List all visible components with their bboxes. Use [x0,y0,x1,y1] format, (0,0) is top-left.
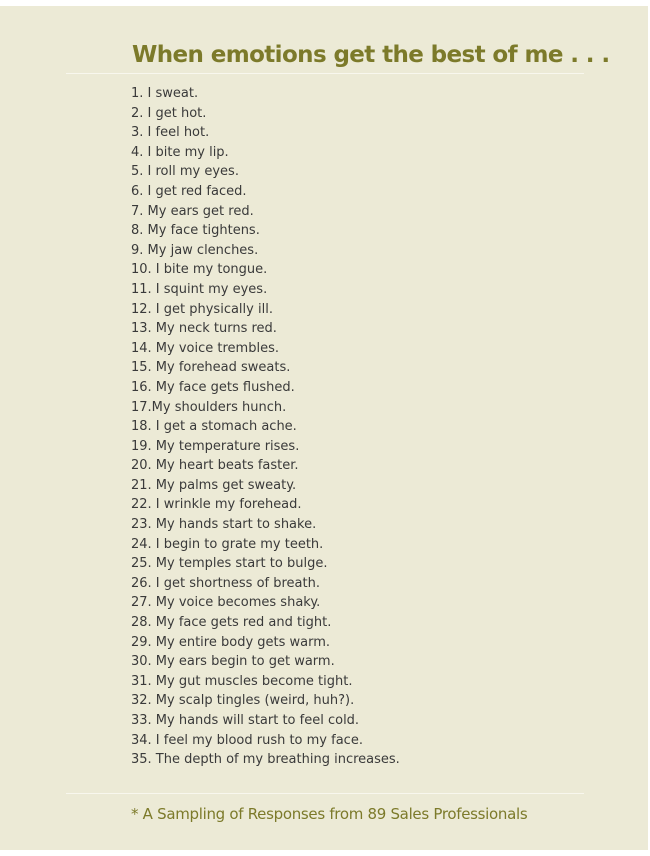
list-item: 19. My temperature rises. [131,438,300,454]
list-item: 4. I bite my lip. [131,144,229,160]
list-item: 31. My gut muscles become tight. [131,673,353,689]
list-item: 23. My hands start to shake. [131,517,317,533]
list-item: 15. My forehead sweats. [131,360,291,376]
list-item: 9. My jaw clenches. [131,242,259,258]
top-divider [66,73,584,74]
page-title: When emotions get the best of me . . . [132,42,610,68]
list-item: 17.My shoulders hunch. [131,399,287,415]
list-item: 21. My palms get sweaty. [131,477,297,493]
list-item: 28. My face gets red and tight. [131,615,332,631]
list-item: 29. My entire body gets warm. [131,634,331,650]
list-item: 27. My voice becomes shaky. [131,595,321,611]
list-item: 34. I feel my blood rush to my face. [131,732,363,748]
list-item: 6. I get red faced. [131,183,247,199]
list-item: 20. My heart beats faster. [131,458,299,474]
bottom-divider [66,793,584,794]
list-item: 30. My ears begin to get warm. [131,654,335,670]
list-item: 35. The depth of my breathing increases. [131,752,400,768]
footnote: * A Sampling of Responses from 89 Sales Professionals [131,805,528,823]
list-item: 3. I feel hot. [131,125,210,141]
list-item: 8. My face tightens. [131,223,260,239]
list-item: 7. My ears get red. [131,203,254,219]
list-item: 16. My face gets flushed. [131,379,295,395]
list-item: 12. I get physically ill. [131,301,273,317]
list-item: 24. I begin to grate my teeth. [131,536,324,552]
list-item: 10. I bite my tongue. [131,262,268,278]
response-list [131,84,400,770]
list-item: 18. I get a stomach ache. [131,419,297,435]
list-item: 5. I roll my eyes. [131,164,239,180]
list-item: 1. I sweat. [131,86,199,101]
list-item: 33. My hands will start to feel cold. [131,713,360,728]
list-item: 25. My temples start to bulge. [131,556,328,572]
list-item: 11. I squint my eyes. [131,281,268,297]
list-item: 13. My neck turns red. [131,321,277,337]
content-panel [0,6,648,850]
list-item: 32. My scalp tingles (weird, huh?). [131,693,355,709]
list-item: 22. I wrinkle my forehead. [131,497,302,513]
list-item: 14. My voice trembles. [131,340,279,356]
list-item: 2. I get hot. [131,105,207,121]
list-item: 26. I get shortness of breath. [131,575,320,591]
